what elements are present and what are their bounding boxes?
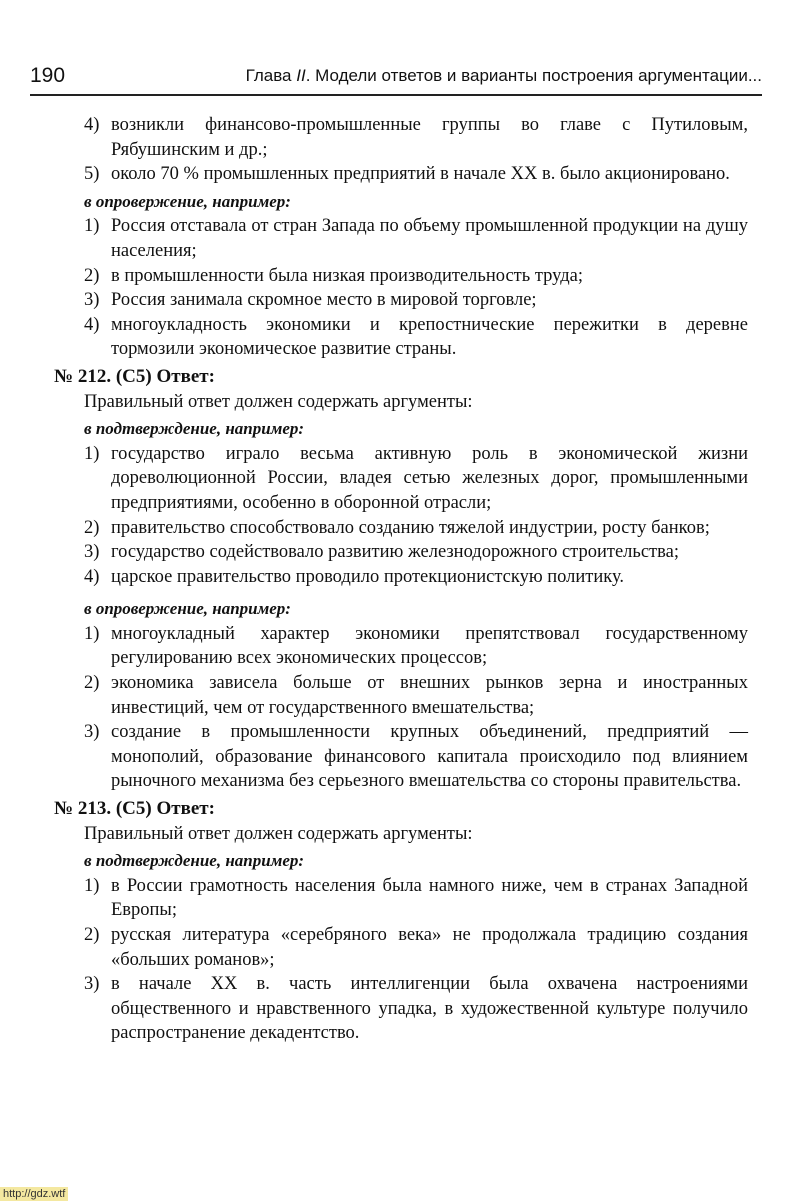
list-item: 1) государство играло весьма активную роль в экономической жизни дореволюционной России, владея сетью железных дорог, промышленными предприятиями, особенно в оборонной отрасли; <box>84 443 748 513</box>
refute-label: в опровержение, например: <box>84 191 291 211</box>
task-213-title: № 213. (С5) Ответ: <box>54 798 215 820</box>
confirm-list <box>54 442 748 590</box>
task-212-intro: Правильный ответ должен содержать аргументы: <box>84 391 473 412</box>
task-213-intro: Правильный ответ должен содержать аргументы: <box>84 823 473 844</box>
list-item: 2) русская литература «серебряного века» не продолжала традицию создания «больших романов»; <box>84 925 748 970</box>
list-item: 4) многоукладность экономики и крепостнические пережитки в деревне тормозили экономическое развитие страны. <box>84 314 748 360</box>
list-item: 4) возникли финансово-промышленные группы во главе с Путиловым, Рябушинским и др.; <box>84 115 748 160</box>
list-item: 3) создание в промышленности крупных объединений, предприятий — монополий, образование финансового капитала происходило под влиянием рыночного механизма без серьезного вмешательства со стороны правительства. <box>84 722 748 792</box>
confirm-label: в подтверждение, например: <box>84 419 305 439</box>
list-item: 1) многоукладный характер экономики препятствовал государственному регулированию всех экономических процессов; <box>84 623 748 669</box>
list-item: 1) в России грамотность населения была намного ниже, чем в странах Западной Европы; <box>84 875 748 921</box>
page-content <box>54 113 748 1046</box>
running-title: Глава II. Модели ответов и варианты построения аргументации... <box>245 66 762 85</box>
list-item: 1) Россия отставала от стран Запада по объему промышленной продукции на душу населения; <box>84 216 748 261</box>
confirm-list <box>54 874 748 1046</box>
list-continued <box>54 113 748 187</box>
refute-label: в опровержение, например: <box>84 599 291 619</box>
page-number: 190 <box>30 64 66 87</box>
refute-list <box>54 622 748 794</box>
list-item: 2) экономика зависела больше от внешних рынков зерна и иностранных инвестиций, чем от государственного вмешательства; <box>84 673 748 718</box>
task-212-title: № 212. (С5) Ответ: <box>54 365 215 387</box>
header-rule <box>30 94 762 96</box>
list-item: 5) около 70 % промышленных предприятий в начале XX в. было акционировано. <box>84 164 730 185</box>
list-item: 2) в промышленности была низкая производительность труда; <box>84 265 583 286</box>
watermark-link[interactable]: http://gdz.wtf <box>0 1187 68 1201</box>
list-item: 2) правительство способствовало созданию тяжелой индустрии, росту банков; <box>84 517 710 538</box>
refute-list <box>54 214 748 362</box>
confirm-label: в подтверждение, например: <box>84 851 305 871</box>
list-item: 4) царское правительство проводило протекционистскую политику. <box>84 566 625 587</box>
list-item: 3) в начале XX в. часть интеллигенции была охвачена настроениями общественного и нравственного упадка, в художественной культуре получило распространение декадентство. <box>84 974 748 1044</box>
list-item: 3) Россия занимала скромное место в мировой торговле; <box>84 290 537 311</box>
list-item: 3) государство содействовало развитию железнодорожного строительства; <box>84 542 679 563</box>
